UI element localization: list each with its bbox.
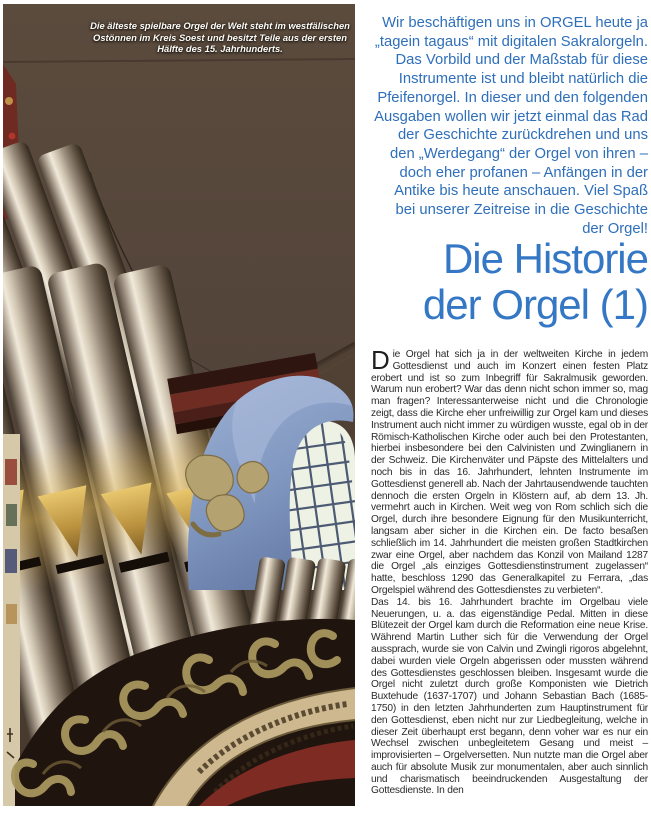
paragraph-1-text: ie Orgel hat sich ja in der weltweiten Kirche in jedem Gottesdienst und auch im Konzert einen festen Platz erobert und ist so zum Inbegriff für Sakralmusik geworden. Warum nun erobert? War das denn nicht schon immer so, mag man fragen? Interessanterweise nicht und die Chronologie zeigt, dass die Kirche eher unfreiwillig zur Orgel kam und dieses Instrument auch nicht immer zu würdigen wusste, egal ob in der Römisch-Katholischen Kirche oder auch bei den Protestanten, hierbei insbesondere bei den Calvinisten und Zwinglianern in der Schweiz. Die Kirchenväter und Päpste des Mittelalters und noch bis in das 16. Jahrhundert, lehnten Instrumente im Gottesdienst generell ab. Nach der Jahrtausendwende tauchten dennoch die ersten Orgeln in Klöstern auf, ab dem 13. Jh. vermehrt auch in Kirchen. Weit weg von Rom schlich sich die Orgel, durch ihre besondere Eignung für den Musikunterricht, langsam aber sicher in die Kirchen ein. De facto besaßen schließlich im 14. Jahrhundert die meisten großen Stadtkirchen zwar eine Orgel, aber nachdem das Konzil von Mailand 1287 die Orgel „als einziges Gottesdienstinstrument zugelassen“ hatte, beschloss 1290 das Generalkapitel zu Ferrara, „das Orgelspiel während des Gottesdienstes zu verbieten“. — [371, 349, 648, 596]
article-body — [371, 345, 648, 797]
drop-cap: D — [371, 345, 390, 375]
headline-line-2: der Orgel (1) — [422, 281, 648, 328]
organ-photo-illustration — [3, 4, 355, 806]
photo-panel — [3, 4, 355, 806]
photo-caption: Die älteste spielbare Orgel der Welt steht im westfälischen Ostönnen im Kreis Soest und besitzt Teile aus der ersten Hälfte des 15. Jahrhunderts. — [90, 20, 350, 55]
intro-paragraph: Wir beschäftigen uns in ORGEL heute ja „tagein tagaus“ mit digitalen Sakralorgeln. Das Vorbild und der Maßstab für diese Instrumente ist und bleibt natürlich die Pfeifenorgel. In dieser und den folgenden Ausgaben wollen wir jetzt einmal das Rad der Geschichte zurückdrehen und uns den „Werdegang“ der Orgel von ihren – doch eher profanen – Anfängen in der Antike bis heute anschauen. Viel Spaß bei unserer Zeitreise in die Geschichte der Orgel! — [374, 15, 648, 237]
paragraph-1 — [371, 345, 648, 597]
paragraph-2: Das 14. bis 16. Jahrhundert brachte im Orgelbau viele Neuerungen, u. a. das eigenständige Pedal. Mitten in diese Blütezeit der Orgel kam durch die Reformation eine neue Krise. Während Martin Luther sich für die Verwendung der Orgel aussprach, wurde sie von Calvin und Zwingli rigoros abgelehnt, dabei wurden viele Orgeln abgerissen oder mussten während des Gottesdienstes geschlossen bleiben. Insgesamt wurde die Orgel nicht zuletzt durch große Komponisten wie Dietrich Buxtehude (1637-1707) und Johann Sebastian Bach (1685-1750) in den letzten Jahrhunderten zum Hauptinstrument für den Gottesdienst, eben nicht nur zur Liedbegleitung, welche in dieser Zeit überhaupt erst begann, denn voher war es nur ein Wechsel zwischen unbegleitetem Gesang und meist – improvisierten – Orgelversetten. Nun nutzte man die Orgel aber auch für absolute Musik zur monumentalen, aber auch sinnlich und charismatisch beeindruckenden Ausgestaltung der Gottesdienste. In den — [371, 596, 648, 797]
headline-line-1: Die Historie — [442, 235, 648, 282]
article-column — [371, 0, 648, 820]
painted-shutter-left — [3, 434, 20, 806]
article-headline — [357, 236, 648, 328]
